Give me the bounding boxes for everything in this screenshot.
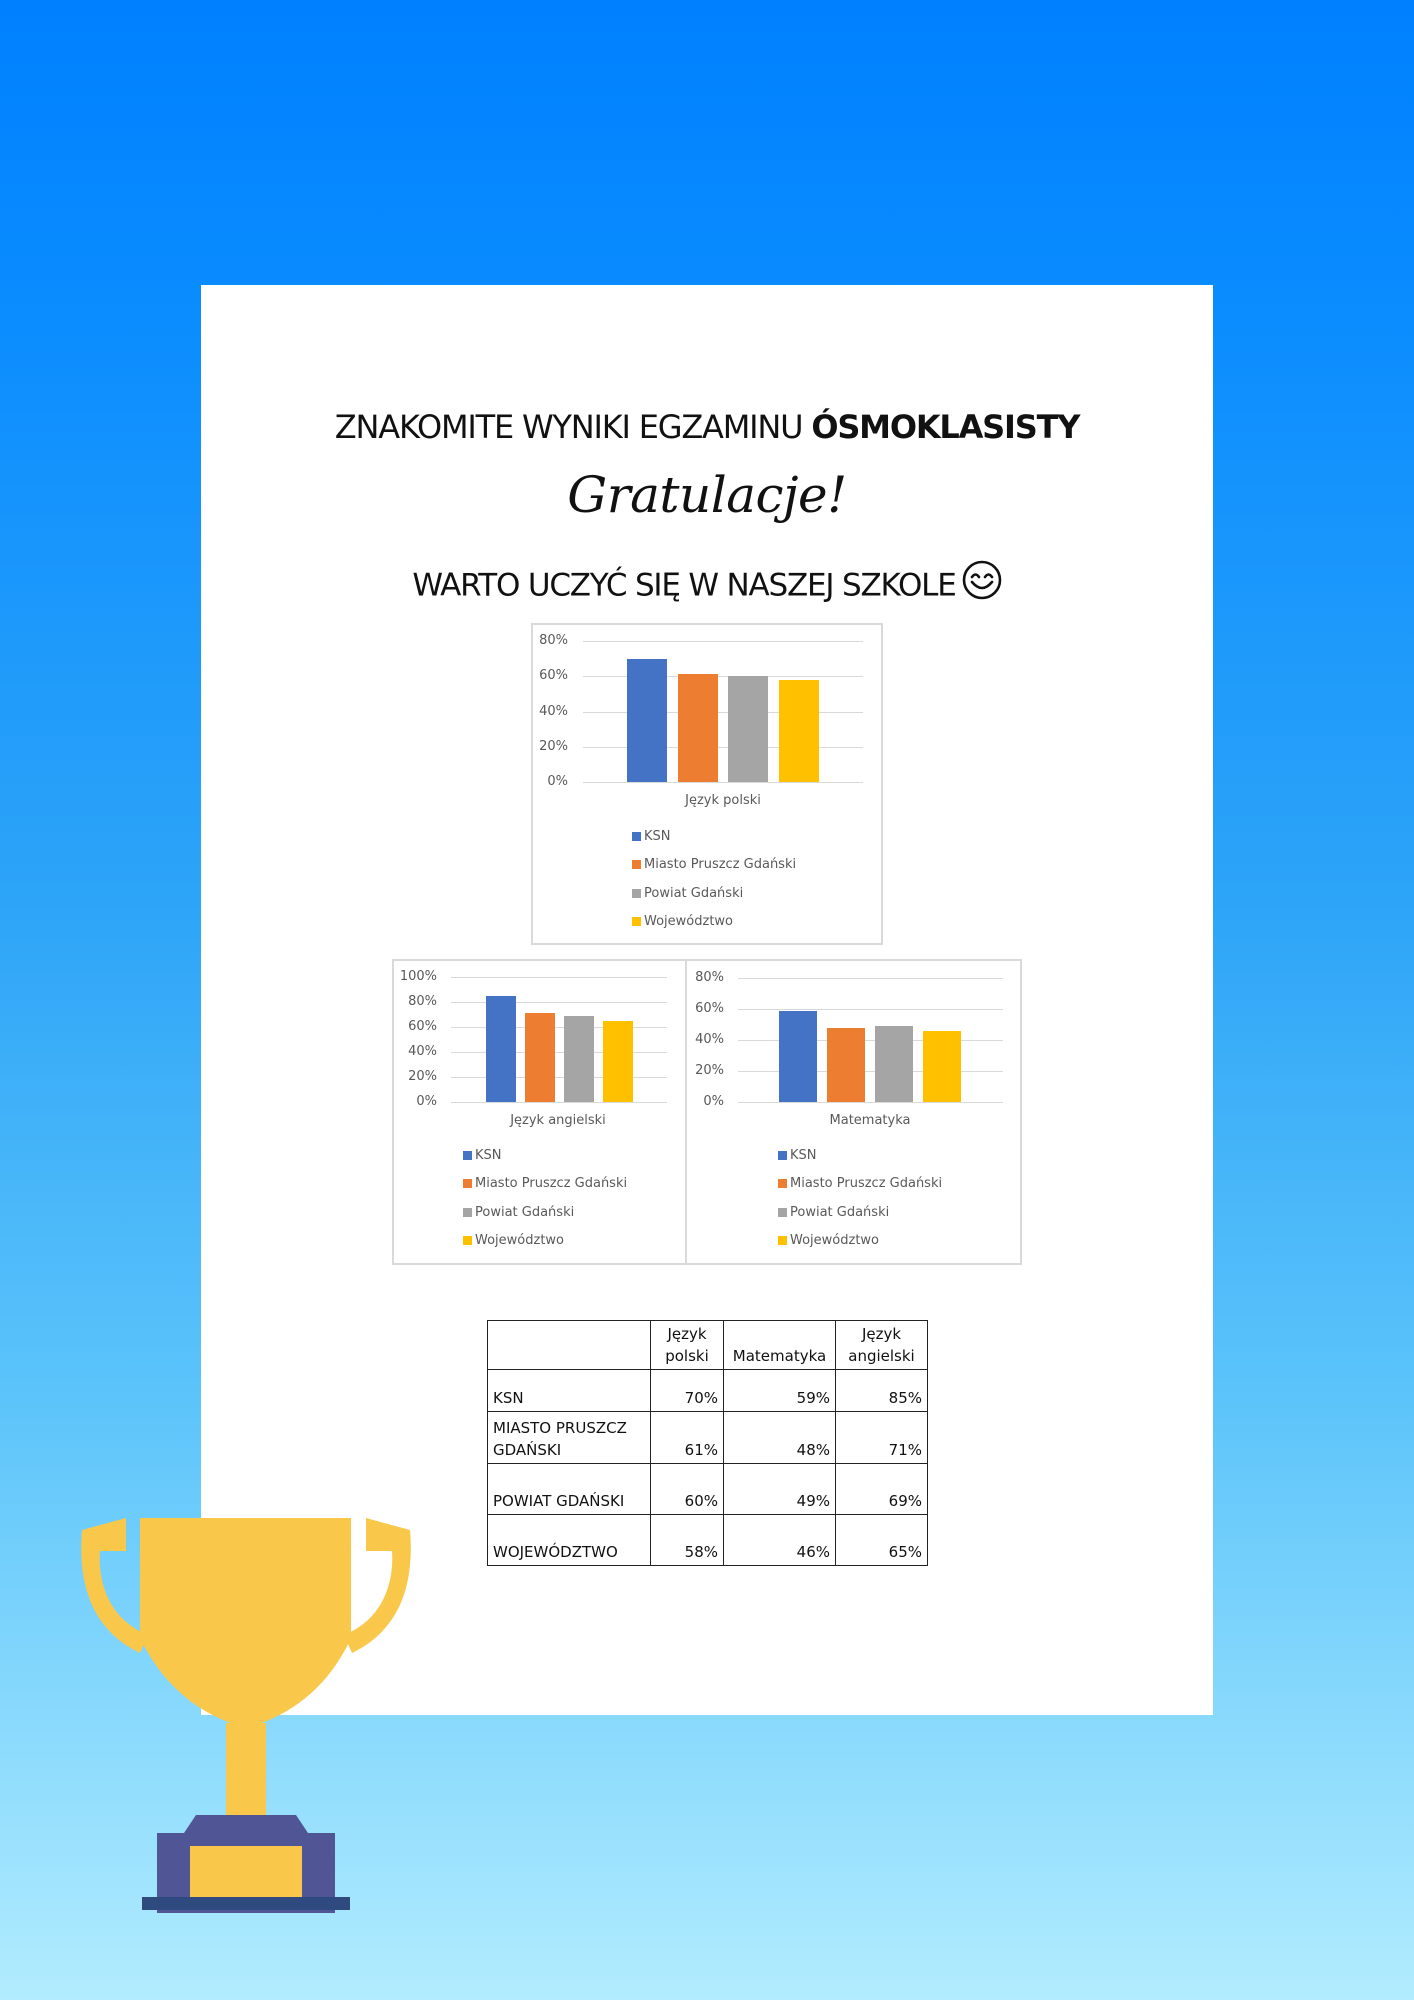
y-tick-label: 0%	[416, 1094, 437, 1109]
legend-item	[778, 1227, 942, 1256]
legend-swatch-icon	[463, 1236, 472, 1245]
table-header-polski: Język polski	[651, 1321, 724, 1370]
gridline	[451, 1027, 667, 1028]
cell-angielski: 71%	[836, 1412, 928, 1464]
legend-item	[778, 1170, 942, 1199]
school-slogan	[0, 563, 1414, 611]
y-tick-label: 20%	[539, 739, 568, 754]
table-row-powiat	[488, 1464, 928, 1515]
bar-miasto-pruszcz-gdański	[827, 1028, 865, 1102]
legend-swatch-icon	[778, 1151, 787, 1160]
congratulations-heading: Gratulacje!	[567, 466, 847, 524]
gridline	[583, 747, 863, 748]
legend-label: Województwo	[475, 1233, 565, 1249]
gridline	[738, 978, 1003, 979]
table-header-row	[488, 1321, 928, 1370]
bar-województwo	[779, 680, 819, 782]
y-tick-label: 40%	[695, 1032, 724, 1047]
legend-swatch-icon	[463, 1208, 472, 1217]
row-label: POWIAT GDAŃSKI	[488, 1464, 651, 1515]
legend-item	[463, 1227, 627, 1256]
legend-label: KSN	[790, 1147, 817, 1163]
gridline	[451, 1102, 667, 1103]
legend-swatch-icon	[778, 1236, 787, 1245]
gridline	[451, 1052, 667, 1053]
y-tick-label: 40%	[539, 704, 568, 719]
legend-label: KSN	[644, 828, 671, 844]
cell-angielski: 69%	[836, 1464, 928, 1515]
y-tick-label: 80%	[695, 970, 724, 985]
legend-item	[463, 1170, 627, 1199]
table-header-angielski: Język angielski	[836, 1321, 928, 1370]
y-tick-label: 20%	[695, 1063, 724, 1078]
table-row-wojewodztwo	[488, 1515, 928, 1566]
legend-item	[463, 1198, 627, 1227]
trophy-icon	[78, 1518, 414, 1918]
legend-swatch-icon	[632, 917, 641, 926]
bar-miasto-pruszcz-gdański	[525, 1013, 555, 1102]
legend-swatch-icon	[778, 1208, 787, 1217]
legend-swatch-icon	[463, 1179, 472, 1188]
slogan-text: WARTO UCZYĆ SIĘ W NASZEJ SZKOLE	[412, 567, 956, 604]
legend-label: Miasto Pruszcz Gdański	[790, 1176, 943, 1192]
row-label: MIASTO PRUSZCZ GDAŃSKI	[488, 1412, 651, 1464]
gridline	[738, 1040, 1003, 1041]
bar-województwo	[923, 1031, 961, 1102]
cell-angielski: 85%	[836, 1370, 928, 1412]
y-tick-label: 20%	[408, 1069, 437, 1084]
y-tick-label: 80%	[539, 633, 568, 648]
table-row-ksn	[488, 1370, 928, 1412]
bar-miasto-pruszcz-gdański	[678, 674, 718, 782]
y-tick-label: 0%	[547, 774, 568, 789]
category-label: Język polski	[685, 793, 761, 808]
bar-ksn	[779, 1011, 817, 1102]
legend-item	[463, 1141, 627, 1170]
row-label: KSN	[488, 1370, 651, 1412]
bar-powiat-gdański	[875, 1026, 913, 1102]
gridline	[451, 1002, 667, 1003]
legend-swatch-icon	[632, 860, 641, 869]
legend-label: Województwo	[790, 1233, 880, 1249]
y-tick-label: 60%	[408, 1019, 437, 1034]
headline-regular: ZNAKOMITE WYNIKI EGZAMINU	[334, 408, 812, 446]
legend-label: Powiat Gdański	[475, 1204, 575, 1220]
cell-matematyka: 46%	[724, 1515, 836, 1566]
bar-województwo	[603, 1021, 633, 1102]
headline	[0, 408, 1414, 446]
legend-item	[632, 851, 796, 880]
gridline	[583, 641, 863, 642]
legend-item	[632, 908, 796, 937]
legend-item	[778, 1198, 942, 1227]
y-tick-label: 60%	[539, 668, 568, 683]
legend-swatch-icon	[778, 1179, 787, 1188]
gridline	[451, 977, 667, 978]
legend-label: Powiat Gdański	[644, 885, 744, 901]
chart-legend	[463, 1141, 627, 1255]
smiley-face-icon	[962, 560, 1002, 608]
bar-powiat-gdański	[564, 1016, 594, 1102]
gridline	[583, 782, 863, 783]
cell-matematyka: 48%	[724, 1412, 836, 1464]
cell-polski: 61%	[651, 1412, 724, 1464]
gridline	[738, 1009, 1003, 1010]
cell-polski: 70%	[651, 1370, 724, 1412]
bar-ksn	[627, 659, 667, 782]
legend-label: Powiat Gdański	[790, 1204, 890, 1220]
gridline	[738, 1071, 1003, 1072]
category-label: Matematyka	[829, 1113, 911, 1128]
cell-matematyka: 59%	[724, 1370, 836, 1412]
y-tick-label: 0%	[703, 1094, 724, 1109]
y-tick-label: 100%	[399, 969, 437, 984]
y-tick-label: 40%	[408, 1044, 437, 1059]
results-table	[487, 1320, 928, 1566]
chart-legend	[632, 822, 796, 936]
table-header-matematyka: Matematyka	[724, 1321, 836, 1370]
legend-item	[632, 879, 796, 908]
bar-ksn	[486, 996, 516, 1102]
legend-swatch-icon	[463, 1151, 472, 1160]
cell-polski: 60%	[651, 1464, 724, 1515]
table-row-miasto	[488, 1412, 928, 1464]
gridline	[451, 1077, 667, 1078]
cell-angielski: 65%	[836, 1515, 928, 1566]
headline-bold: ÓSMOKLASISTY	[811, 408, 1080, 446]
legend-item	[778, 1141, 942, 1170]
chart-legend	[778, 1141, 942, 1255]
bar-powiat-gdański	[728, 676, 768, 782]
gridline	[583, 676, 863, 677]
legend-label: Województwo	[644, 914, 734, 930]
table-header-empty	[488, 1321, 651, 1370]
legend-label: Miasto Pruszcz Gdański	[644, 857, 797, 873]
y-tick-label: 60%	[695, 1001, 724, 1016]
gridline	[583, 712, 863, 713]
gridline	[738, 1102, 1003, 1103]
legend-swatch-icon	[632, 832, 641, 841]
cell-polski: 58%	[651, 1515, 724, 1566]
legend-label: KSN	[475, 1147, 502, 1163]
row-label: WOJEWÓDZTWO	[488, 1515, 651, 1566]
legend-swatch-icon	[632, 889, 641, 898]
category-label: Język angielski	[510, 1113, 606, 1128]
legend-label: Miasto Pruszcz Gdański	[475, 1176, 628, 1192]
y-tick-label: 80%	[408, 994, 437, 1009]
cell-matematyka: 49%	[724, 1464, 836, 1515]
legend-item	[632, 822, 796, 851]
